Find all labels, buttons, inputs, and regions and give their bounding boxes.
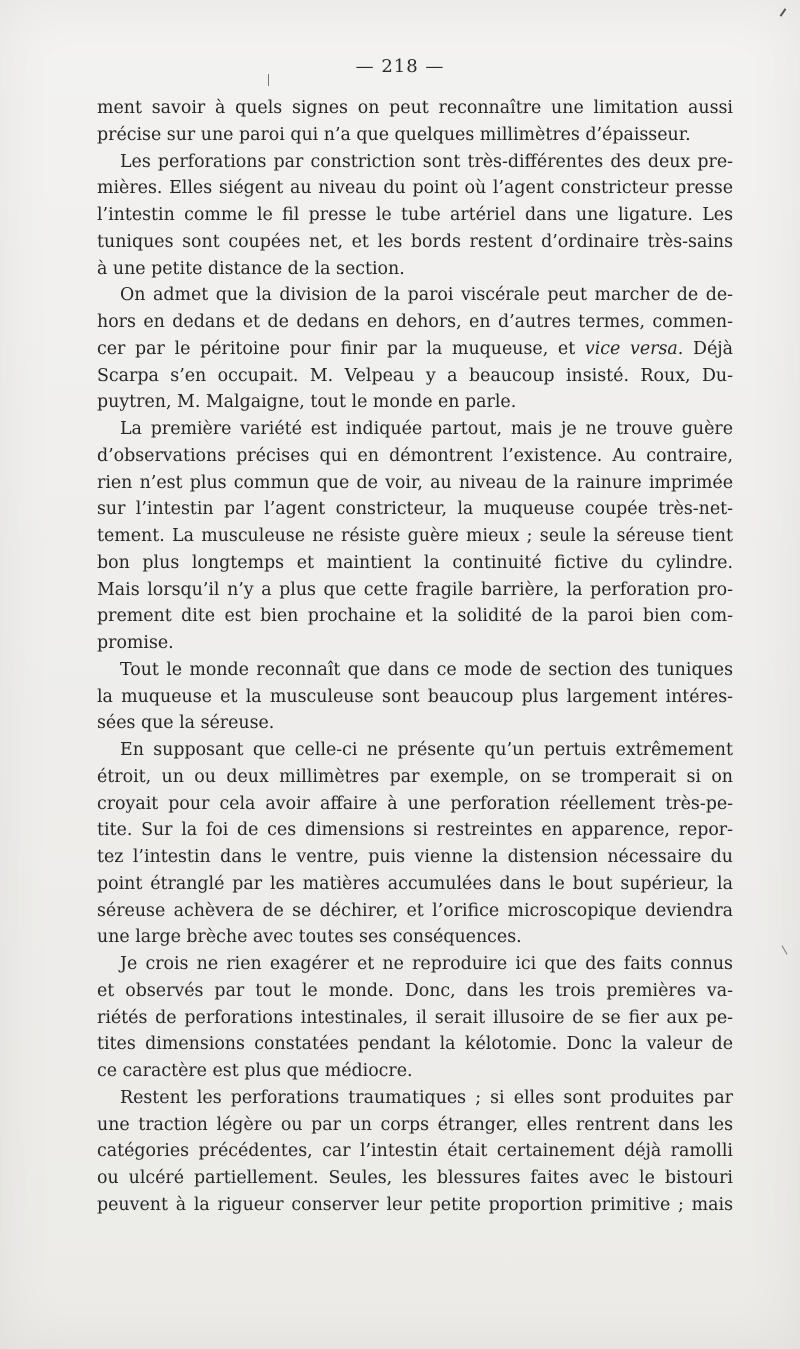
text-line: tite. Sur la foi de ces dimensions si restreintes en apparence, repor- — [97, 820, 733, 841]
text-line: En supposant que celle-ci ne présente qu’un pertuis extrêmement — [120, 740, 733, 760]
italic-phrase: vice versa — [584, 338, 678, 359]
page-stray-mark-top-right — [780, 8, 787, 17]
text-line: une large brèche avec toutes ses conséquences. — [97, 927, 522, 948]
text-line: hors en dedans et de dedans en dehors, en d’autres termes, commen- — [97, 312, 733, 332]
paragraph — [97, 416, 733, 657]
paragraph — [97, 95, 733, 149]
text-line: Je crois ne rien exagérer et ne reproduire ici que des faits connus — [120, 954, 733, 974]
page-number-header: — 218 — — [355, 56, 445, 77]
text-line: mières. Elles siégent au niveau du point où l’agent constricteur presse — [97, 178, 733, 199]
body-text — [97, 95, 733, 1219]
text-line: La première variété est indiquée partout, mais je ne trouve guère — [120, 419, 733, 439]
text-line: une traction légère ou par un corps étranger, elles rentrent dans les — [97, 1114, 733, 1135]
text-line: sur l’intestin par l’agent constricteur, la muqueuse coupée très-net- — [97, 499, 733, 520]
text-line: ment savoir à quels signes on peut reconnaître une limitation aussi — [97, 98, 733, 118]
text-line: peuvent à la rigueur conserver leur petite proportion primitive ; mais — [97, 1194, 733, 1215]
text-line: tez l’intestin dans le ventre, puis vienne la distension nécessaire du — [97, 847, 733, 867]
text-line: On admet que la division de la paroi viscérale peut marcher de de- — [120, 285, 733, 306]
text-line: Scarpa s’en occupait. M. Velpeau y a beaucoup insisté. Roux, Du- — [97, 365, 733, 386]
text-line: à une petite distance de la section. — [97, 258, 405, 279]
text-line: puytren, M. Malgaigne, tout le monde en parle. — [97, 392, 517, 413]
text-line: tites dimensions constatées pendant la kélotomie. Donc la valeur de — [97, 1034, 733, 1055]
text-line: tement. La musculeuse ne résiste guère mieux ; seule la séreuse tient — [97, 526, 733, 546]
text-line: ce caractère est plus que médiocre. — [97, 1061, 413, 1081]
paragraph — [97, 1085, 733, 1219]
paragraph — [97, 282, 733, 416]
text-line: la muqueuse et la musculeuse sont beaucoup plus largement intéres- — [97, 686, 733, 707]
text-line: riétés de perforations intestinales, il serait illusoire de se fier aux pe- — [97, 1007, 733, 1028]
text-line: promise. — [97, 633, 174, 653]
text-line: d’observations précises qui en démontrent l’existence. Au contraire, — [97, 445, 733, 466]
text-line: rien n’est plus commun que de voir, au niveau de la rainure imprimée — [97, 472, 733, 493]
text-line: cer par le péritoine pour finir par la muqueuse, et vice versa. Déjà — [97, 338, 733, 359]
paragraph — [97, 951, 733, 1085]
text-line: catégories précédentes, car l’intestin était certainement déjà ramolli — [97, 1141, 733, 1162]
text-line: étroit, un ou deux millimètres par exemple, on se tromperait si on — [97, 766, 733, 787]
text-line: précise sur une paroi qui n’a que quelques millimètres d’épaisseur. — [97, 124, 691, 145]
text-line: Les perforations par constriction sont très-différentes des deux pre- — [120, 151, 733, 172]
paragraph — [97, 737, 733, 951]
text-line: ou ulcéré partiellement. Seules, les blessures faites avec le bistouri — [97, 1168, 733, 1188]
text-line: croyait pour cela avoir affaire à une perforation réellement très-pe- — [97, 793, 733, 814]
text-line: bon plus longtemps et maintient la continuité fictive du cylindre. — [97, 552, 733, 573]
text-line: Tout le monde reconnaît que dans ce mode de section des tuniques — [120, 659, 733, 680]
paragraph — [97, 149, 733, 283]
paragraph — [97, 657, 733, 737]
page-stray-mark-right — [782, 945, 788, 954]
text-line: Restent les perforations traumatiques ; si elles sont produites par — [120, 1087, 733, 1108]
text-line: l’intestin comme le fil presse le tube artériel dans une ligature. Les — [97, 205, 733, 225]
text-line: tuniques sont coupées net, et les bords restent d’ordinaire très-sains — [97, 231, 733, 252]
text-line: prement dite est bien prochaine et la solidité de la paroi bien com- — [97, 606, 733, 627]
text-line: séreuse achèvera de se déchirer, et l’orifice microscopique deviendra — [97, 900, 733, 921]
text-line: et observés par tout le monde. Donc, dans les trois premières va- — [97, 980, 733, 1001]
text-line: point étranglé par les matières accumulées dans le bout supérieur, la — [97, 873, 733, 894]
text-line: Mais lorsqu’il n’y a plus que cette fragile barrière, la perforation pro- — [97, 579, 733, 600]
text-line: sées que la séreuse. — [97, 713, 275, 734]
